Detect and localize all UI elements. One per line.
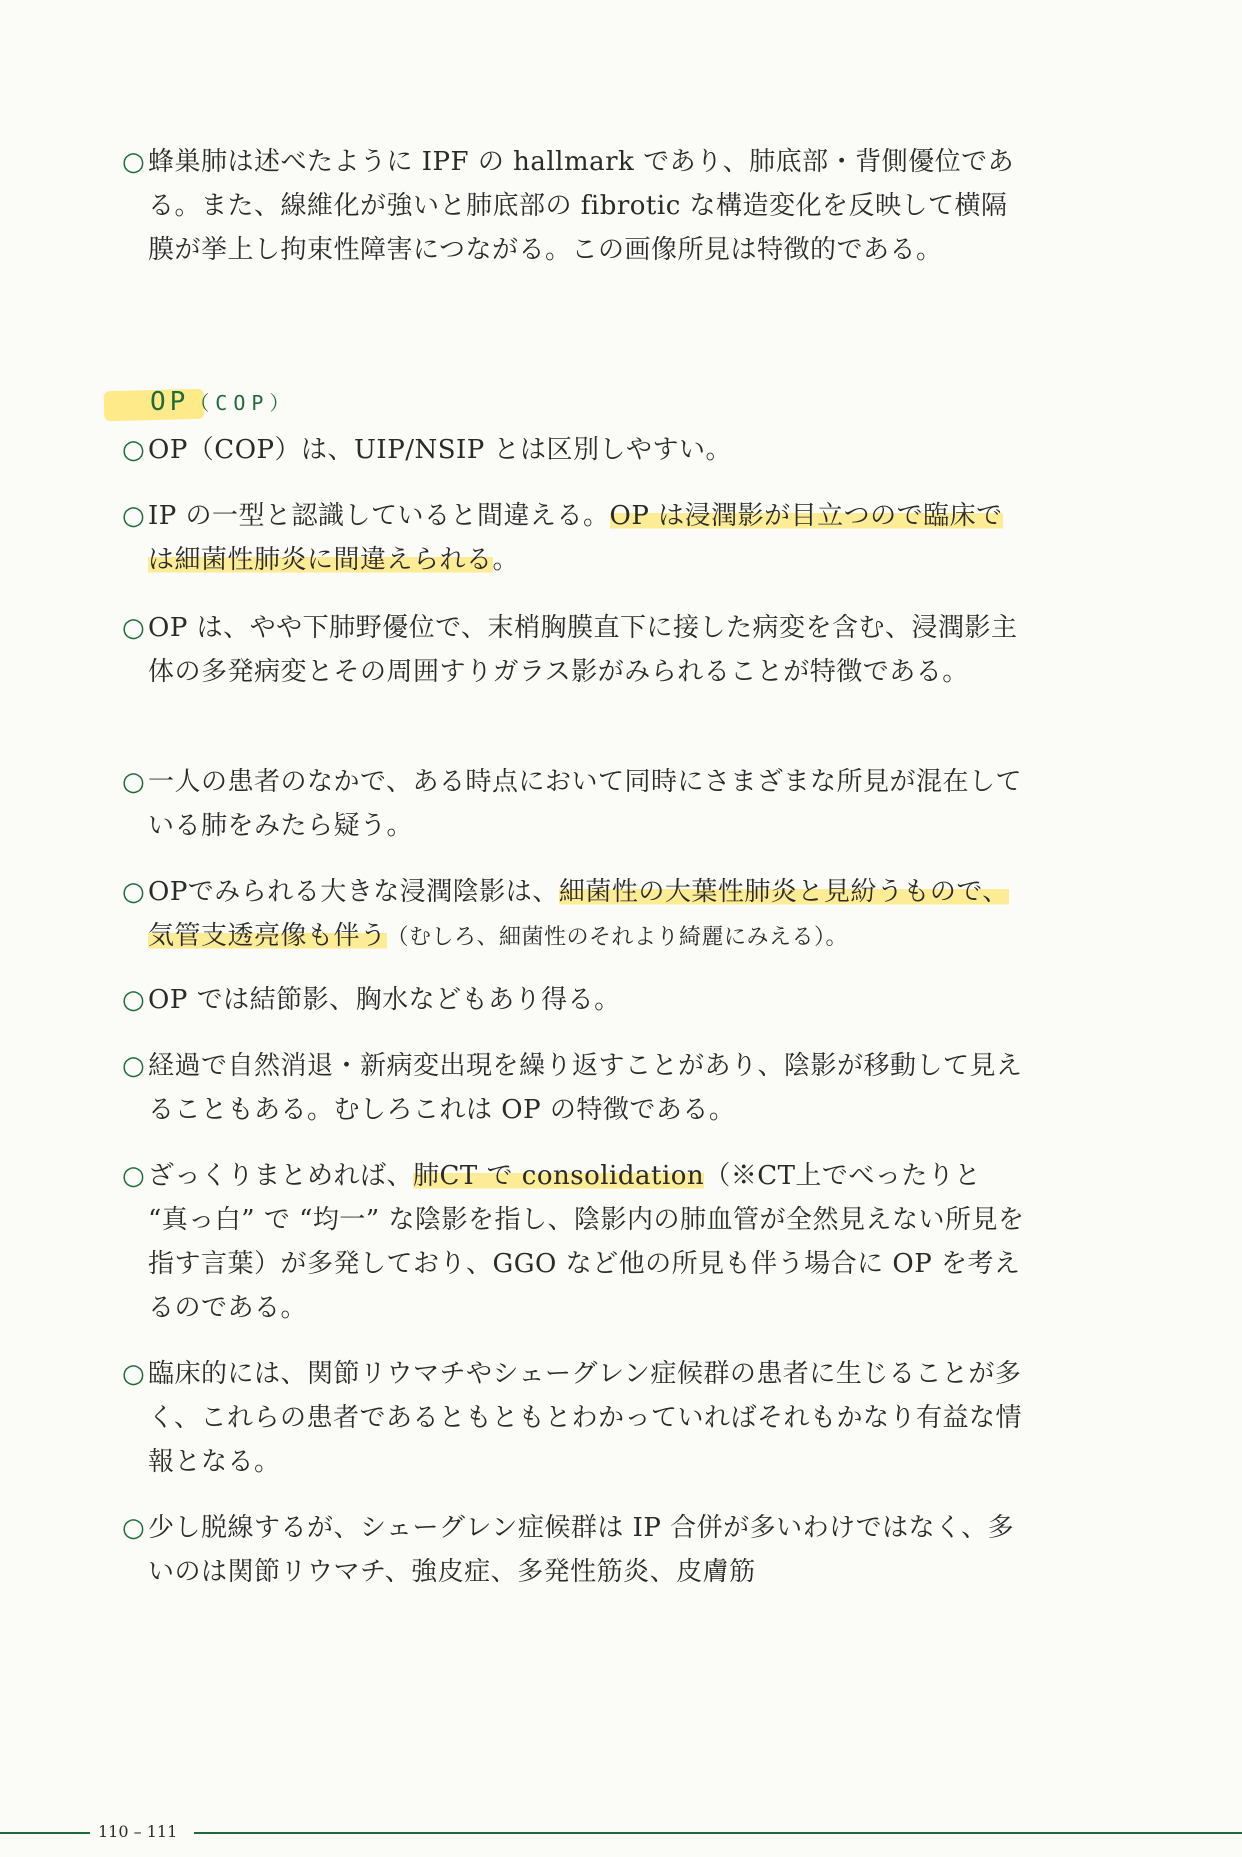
- paragraph-text: 少し脱線するが、シェーグレン症候群は IP 合併が多いわけではなく、多いのは関節リウマチ、強皮症、多発性筋炎、皮膚筋: [148, 1513, 1015, 1587]
- section-heading-op: [110, 380, 430, 424]
- highlighted-text: OP は浸潤影が目立つので臨床では細菌性肺炎に間違えられる: [148, 501, 1003, 575]
- paragraph-text-pre: OPでみられる大きな浸潤陰影は、: [148, 877, 559, 907]
- paragraph-text: OP（COP）は、UIP/NSIP とは区別しやすい。: [148, 435, 733, 465]
- paragraph-text-post: （※CT上でべったりと “真っ白” で “均一” な陰影を指し、陰影内の肺血管が全然見えない所見を指す言葉）が多発しており、GGO など他の所見も伴う場合に OP を考えるのである。: [148, 1161, 1025, 1323]
- bullet-circle: ○: [122, 985, 146, 1015]
- paragraph-sjogren-aside: [122, 1506, 1028, 1594]
- bullet-circle: ○: [122, 147, 146, 177]
- bullet-circle: ○: [122, 767, 146, 797]
- highlighted-text: 細菌性の大葉性肺炎と見紛うもので、気管支透亮像も伴う: [148, 877, 1009, 951]
- bullet-circle: ○: [122, 1359, 146, 1389]
- paragraph-text: 経過で自然消退・新病変出現を繰り返すことがあり、陰影が移動して見えることもある。むしろこれは OP の特徴である。: [148, 1051, 1023, 1125]
- bullet-circle: ○: [122, 613, 146, 643]
- paragraph-clinical-context: [122, 1352, 1028, 1484]
- paragraph-text: 一人の患者のなかで、ある時点において同時にさまざまな所見が混在している肺をみたら疑う。: [148, 767, 1022, 841]
- footer-rule-left: [0, 1832, 90, 1834]
- paragraph-text: 臨床的には、関節リウマチやシェーグレン症候群の患者に生じることが多く、これらの患者であるともともとわかっていればそれもかなり有益な情報となる。: [148, 1359, 1022, 1477]
- paragraph-text: 蜂巣肺は述べたように IPF の hallmark であり、肺底部・背側優位である。また、線維化が強いと肺底部の fibrotic な構造変化を反映して横隔膜が挙上し拘束性障害につながる。この画像所見は特徴的である。: [148, 147, 1015, 265]
- paragraph-text: OP は、やや下肺野優位で、末梢胸膜直下に接した病変を含む、浸潤影主体の多発病変とその周囲すりガラス影がみられることが特徴である。: [148, 613, 1018, 687]
- paragraph-text: OP では結節影、胸水などもあり得る。: [148, 985, 621, 1015]
- section-title: OP: [150, 387, 190, 417]
- paragraph-nodules-effusion: [122, 978, 1028, 1022]
- paragraph-text-post: 。: [492, 545, 520, 575]
- paragraph-large-consolidation: [122, 870, 1028, 960]
- section-subtitle: （COP）: [189, 391, 296, 415]
- highlighted-text: 肺CT で consolidation: [413, 1161, 705, 1191]
- bullet-circle: ○: [122, 435, 146, 465]
- paragraph-text-pre: IP の一型と認識していると間違える。: [148, 501, 610, 531]
- bullet-circle: ○: [122, 1161, 146, 1191]
- paragraph-op-misdiagnosis: [122, 494, 1028, 582]
- paragraph-migrating-shadows: [122, 1044, 1028, 1132]
- paragraph-summary-consolidation: [122, 1154, 1028, 1330]
- page-number: 110 – 111: [98, 1822, 178, 1841]
- bullet-circle: ○: [122, 1513, 146, 1543]
- bullet-circle: ○: [122, 1051, 146, 1081]
- paragraph-op-distinguish: [122, 428, 1028, 472]
- bullet-circle: ○: [122, 501, 146, 531]
- paragraph-text-pre: ざっくりまとめれば、: [148, 1161, 414, 1191]
- footer-rule-right: [194, 1832, 1242, 1834]
- paragraph-mixed-findings: [122, 760, 1028, 848]
- paragraph-op-distribution: [122, 606, 1028, 694]
- paragraph-text-post: （むしろ、細菌性のそれより綺麗にみえる）。: [386, 925, 849, 950]
- paragraph-honeycomb: [122, 140, 1028, 272]
- bullet-circle: ○: [122, 877, 146, 907]
